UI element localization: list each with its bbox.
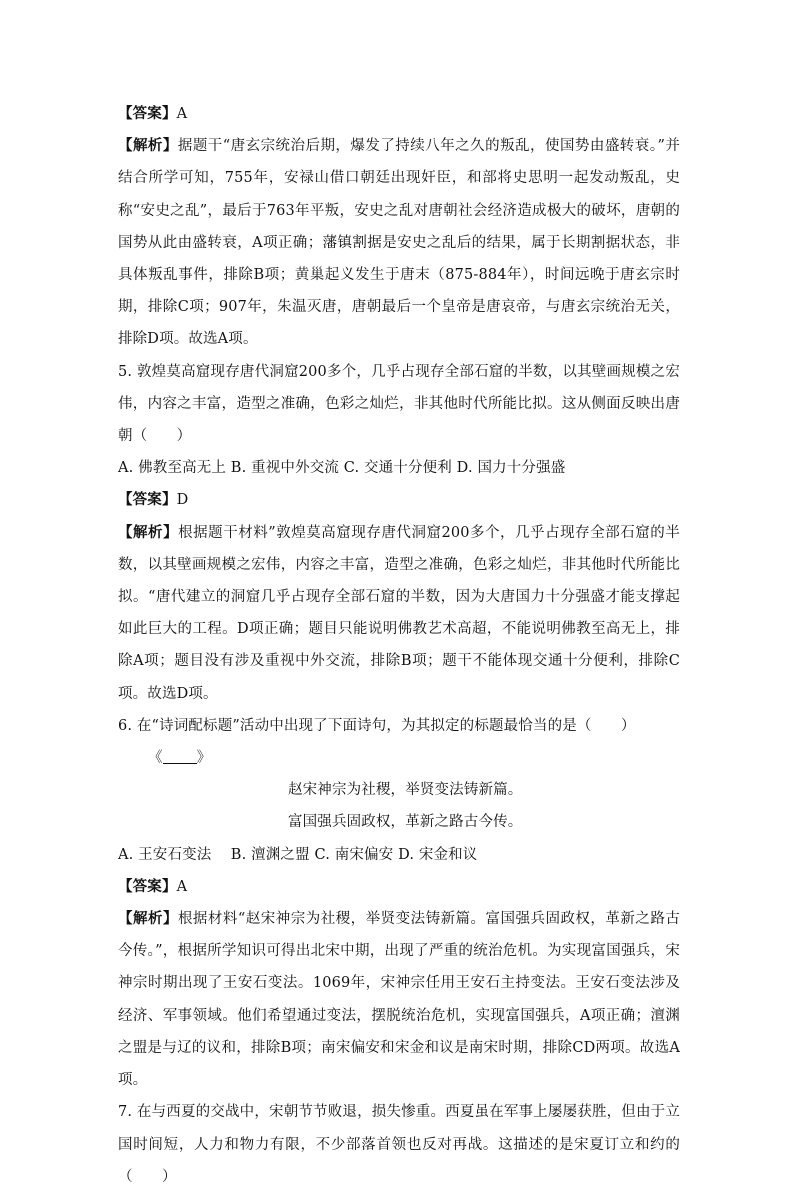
answer-label: 【答案】 — [118, 105, 177, 122]
answer-value: D — [176, 492, 189, 509]
q7-question: 7. 在与西夏的交战中，宋朝节节败退，损失惨重。西夏虽在军事上屡屡获胜，但由于立国时间短，人力和物力有限，不少部落首领也反对再战。这描述的是宋夏订立和约的（ ） — [118, 1104, 680, 1185]
analysis-text: 据题干“唐玄宗统治后期，爆发了持续八年之久的叛乱，使国势由盛转衰。”并结合所学可知，755年，安禄山借口朝廷出现奸臣，和部将史思明一起发动叛乱，史称“安史之乱”，最后于763年平叛，安史之乱对唐朝社会经济造成极大的破坏，唐朝的国势从此由盛转衰，A项正确；藩镇割据是安史之乱后的结果，属于长期割据状态，非具体叛乱事件，排除B项；黄巢起义发生于唐末（875-884年），时间远晚于唐玄宗时期，排除C项；907年，朱温灭唐，唐朝最后一个皇帝是唐哀帝，与唐玄宗统治无关，排除D项。故选A项。 — [118, 138, 680, 348]
q5-question: 5. 敦煌莫高窟现存唐代洞窟200多个，几乎占现存全部石窟的半数，以其壁画规模之宏伟，内容之丰富，造型之准确，色彩之灿烂，非其他时代所能比拟。这从侧面反映出唐朝（ ） — [118, 363, 680, 445]
analysis-text: 根据材料“赵宋神宗为社稷，举贤变法铸新篇。富国强兵固政权，革新之路古今传。”，根据所学知识可得出北宋中期，出现了严重的统治危机。为实现富国强兵，宋神宗时期出现了王安石变法。1069年，宋神宗任用王安石主持变法。王安石变法涉及经济、军事领域。他们希望通过变法，摆脱统治危机，实现富国强兵，A项正确；澶渊之盟是与辽的议和，排除B项；南宋偏安和宋金和议是南宋时期，排除CD两项。故选A项。 — [118, 911, 680, 1089]
q5-answer — [118, 484, 680, 516]
analysis-label: 【解析】 — [118, 137, 178, 155]
analysis-text: 根据题干材料”敦煌莫高窟现存唐代洞窟200多个，几乎占现存全部石窟的半数，以其壁画规模之宏伟，内容之丰富，造型之准确，色彩之灿烂，非其他时代所能比拟。“唐代建立的洞窟几乎占现存全部石窟的半数，因为大唐国力十分强盛才能支撑起如此巨大的工程。D项正确；题目只能说明佛教艺术高超，不能说明佛教至高无上，排除A项；题目没有涉及重视中外交流，排除B项；题干不能体现交通十分便利，排除C项。故选D项。 — [118, 524, 680, 702]
q6-options: A. 王安石变法 B. 澶渊之盟 C. 南宋偏安 D. 宋金和议 — [118, 846, 478, 863]
q4-answer — [118, 98, 680, 130]
poem-line-2: 富国强兵固政权，革新之路古今传。 — [288, 814, 523, 831]
poem-title-close: 》 — [196, 750, 212, 767]
q6-answer — [118, 871, 680, 903]
answer-label: 【答案】 — [118, 491, 177, 509]
q6-analysis — [118, 903, 680, 1096]
q6-question: 6. 在“诗词配标题”活动中出现了下面诗句，为其拟定的标题最恰当的是（ ） — [118, 717, 636, 734]
poem-line-1: 赵宋神宗为社稷，举贤变法铸新篇。 — [288, 782, 523, 799]
poem-title-blank — [163, 747, 197, 764]
analysis-label: 【解析】 — [118, 523, 179, 541]
q5-options: A. 佛教至高无上 B. 重视中外交流 C. 交通十分便利 D. 国力十分强盛 — [118, 460, 566, 477]
answer-label: 【答案】 — [118, 877, 177, 895]
analysis-label: 【解析】 — [118, 910, 178, 928]
poem-title — [118, 742, 680, 774]
page-content — [118, 98, 680, 1193]
poem-title-open: 《 — [148, 750, 163, 767]
answer-value: A — [176, 106, 188, 122]
q4-analysis — [118, 130, 680, 355]
q5-analysis — [118, 517, 680, 710]
answer-value: A — [176, 878, 188, 895]
